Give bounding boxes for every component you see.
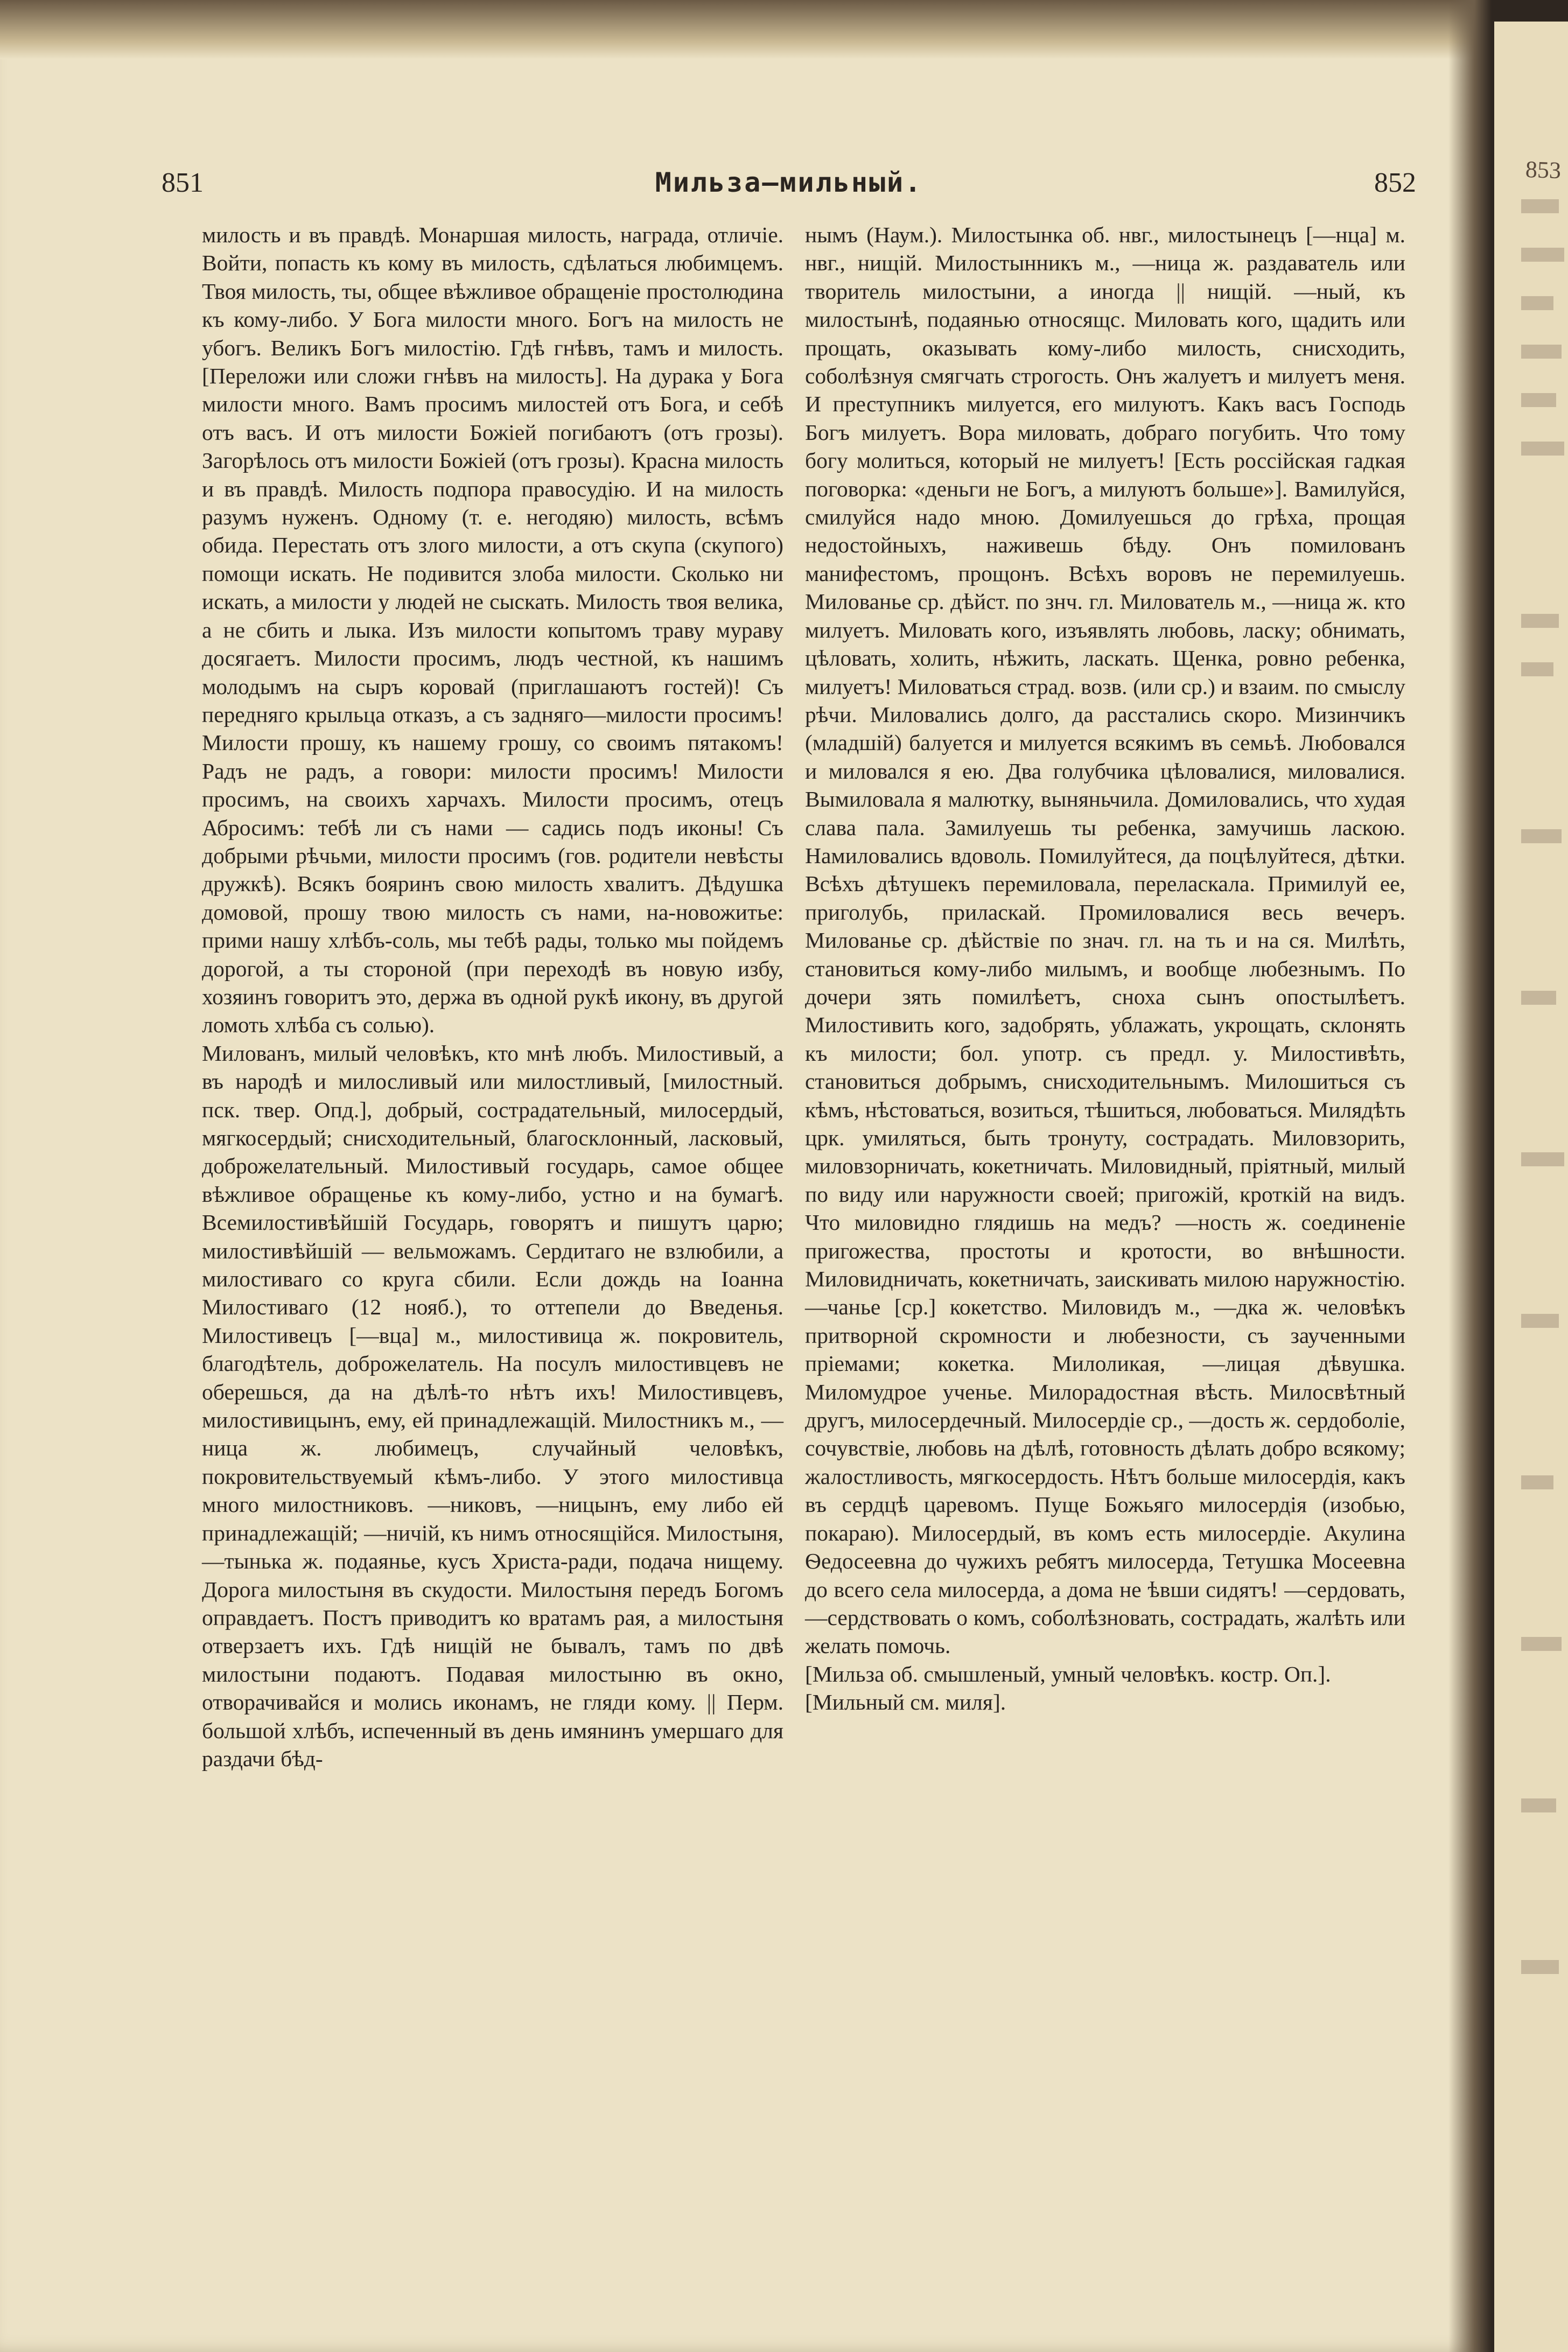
adjacent-text-fragment	[1521, 1798, 1556, 1812]
page-gutter-shadow	[1448, 0, 1492, 2352]
adjacent-text-fragment	[1521, 991, 1556, 1005]
page-top-edge	[0, 0, 1489, 59]
page-number-right: 852	[1374, 167, 1416, 198]
text-column-left	[202, 221, 783, 1773]
adjacent-text-fragment	[1521, 248, 1564, 262]
adjacent-text-fragment	[1521, 614, 1559, 628]
adjacent-text-fragment	[1521, 393, 1556, 407]
text-column-right	[805, 221, 1405, 1717]
paragraph: [Мильза об. смышленый, умный человѣкъ. костр. Оп.].	[805, 1661, 1331, 1686]
adjacent-text-fragment	[1521, 296, 1553, 310]
running-head: Мильза—мильный.	[655, 167, 923, 198]
adjacent-text-fragment	[1521, 1475, 1553, 1489]
adjacent-text-fragment	[1521, 1637, 1562, 1651]
paragraph: [Мильный см. миля].	[805, 1690, 1006, 1715]
adjacent-text-fragment	[1521, 662, 1553, 676]
adjacent-page-edge	[1494, 22, 1568, 2352]
adjacent-text-fragment	[1521, 1314, 1559, 1328]
paragraph: милость и въ правдѣ. Монаршая милость, награда, отличіе. Войти, попасть къ кому въ милость, сдѣлаться любимцемъ. Твоя милость, ты, общее вѣжливое обращеніе простолюдина къ кому-либо. У Бога милости много. Богъ на милость не убогъ. Великъ Богъ милостію. Гдѣ гнѣвъ, тамъ и милость. [Переложи или сложи гнѣвъ на милость]. На дурака у Бога милости много. Вамъ просимъ милостей отъ Бога, и себѣ отъ васъ. И отъ милости Божіей погибаютъ (отъ грозы). Загорѣлось отъ милости Божіей (отъ грозы). Красна милость и въ правдѣ. Милость подпора правосудію. И на милость разумъ нуженъ. Одному (т. е. негодяю) милость, всѣмъ обида. Перестать отъ злого милости, а отъ скупа (скупого) помощи искать. Не подивится злоба милости. Сколько ни искать, а милости у людей не сыскать. Милость твоя велика, а не сбить и лыка. Изъ милости копытомъ траву мураву досягаетъ. Милости просимъ, людъ честной, къ нашимъ молодымъ на сыръ коровай (приглашаютъ гостей)! Съ передняго крыльца отказъ, а съ задняго—милости просимъ! Милости прошу, къ нашему грошу, со своимъ пятакомъ! Радъ не радъ, а говори: милости просимъ! Милости просимъ, на своихъ харчахъ. Милости просимъ, отецъ Абросимъ: тебѣ ли съ нами — садись подъ иконы! Съ добрыми рѣчьми, милости просимъ (гов. родители невѣсты дружкѣ). Всякъ бояринъ свою милость хвалитъ. Дѣдушка домовой, прошу твою милость съ нами, на-новожитье: прими нашу хлѣбъ-соль, мы тебѣ рады, только мы пойдемъ дорогой, а ты стороной (при переходѣ въ новую избу, хозяинъ говоритъ это, держа въ одной рукѣ икону, въ другой ломоть хлѣба съ солью).	[202, 222, 783, 1038]
adjacent-page-number: 853	[1525, 156, 1562, 184]
adjacent-text-fragment	[1521, 1152, 1564, 1166]
paragraph: нымъ (Наум.). Милостынка об. нвг., милостынецъ [—нца] м. нвг., нищій. Милостынникъ м., —ница ж. раздаватель или творитель милостыни, а иногда || нищій. —ный, къ милостынѣ, подаянью относящс. Миловать кого, щадить или прощать, оказывать кому-либо милость, снисходить, соболѣзнуя смягчать строгость. Онъ жалуетъ и милуетъ меня. И преступникъ милуется, его милуютъ. Какъ васъ Господь Богъ милуетъ. Вора миловать, добраго погубить. Что тому богу молиться, который не милуетъ! [Есть россійская гадкая поговорка: «деньги не Богъ, а милуютъ больше»]. Вамилуйся, смилуйся надо мною. Домилуешься до грѣха, прощая недостойныхъ, наживешь бѣду. Онъ помилованъ манифестомъ, прощонъ. Всѣхъ воровъ не перемилуешь. Милованье ср. дѣйст. по знч. гл. Милователь м., —ница ж. кто милуетъ. Миловать кого, изъявлять любовь, ласку; обнимать, цѣловать, холить, нѣжить, ласкать. Щенка, ровно ребенка, милуетъ! Миловаться страд. возв. (или ср.) и взаим. по смыслу рѣчи. Миловались долго, да расстались скоро. Мизинчикъ (младшій) балуется и милуется всякимъ въ семьѣ. Любовался и миловался я ею. Два голубчика цѣловалися, миловалися. Вымиловала я малютку, выняньчила. Домиловались, что худая слава пала. Замилуешь ты ребенка, замучишь ласкою. Намиловались вдоволь. Помилуйтеся, да поцѣлуйтеся, дѣтки. Всѣхъ дѣтушекъ перемиловала, переласкала. Примилуй ее, приголубь, приласкай. Промиловалися весь вечеръ. Милованье ср. дѣйствіе по знач. гл. на ть и на ся. Милѣть, становиться кому-либо милымъ, и вообще любезнымъ. По дочери зять помилѣетъ, сноха сынъ опостылѣетъ. Милостивить кого, задобрять, ублажать, укрощать, склонять къ милости; бол. употр. съ предл. у. Милостивѣть, становиться добрымъ, снисходительнымъ. Милошиться съ кѣмъ, нѣстоваться, возиться, тѣшиться, любоваться. Милядѣть црк. умиляться, быть тронуту, сострадать. Миловзорить, миловзорничать, кокетничать. Миловидный, пріятный, милый по виду или наружности своей; пригожій, кроткій на видъ. Что миловидно глядишь на медъ? —ность ж. соединеніе пригожества, простоты и кротости, во внѣшности. Миловидничать, кокетничать, заискивать милою наружностію. —чанье [ср.] кокетство. Миловидъ м., —дка ж. человѣкъ притворной скромности и любезности, съ заученными пріемами; кокетка. Милоликая, —лицая дѣвушка. Миломудрое ученье. Милорадостная вѣсть. Милосвѣтный другъ, милосердечный. Милосердіе ср., —дость ж. сердоболіе, сочувствіе, любовь на дѣлѣ, готовность дѣлать добро всякому; жалостливость, мягкосердость. Нѣтъ больше милосердія, какъ въ сердцѣ царевомъ. Пуще Божьяго милосердія (изобью, покараю). Милосердый, въ комъ есть милосердіе. Акулина Ѳедосеевна до чужихъ ребятъ милосерда, Тетушка Мосеевна до всего села милосерда, а дома не ѣвши сидятъ! —сердовать, —сердствовать о комъ, соболѣзновать, сострадать, жалѣть или желать помочь.	[805, 222, 1405, 1658]
page-header	[162, 167, 1416, 210]
page-number-left: 851	[162, 167, 204, 198]
adjacent-text-fragment	[1521, 345, 1562, 359]
paragraph: Милованъ, милый человѣкъ, кто мнѣ любъ. Милостивый, а въ народѣ и милосливый или милостливый, [милостный. пск. твер. Опд.], добрый, сострадательный, милосердый, мягкосердый; снисходительный, благосклонный, ласковый, доброжелательный. Милостивый государь, самое общее вѣжливое обращенье къ кому-либо, устно и на бумагѣ. Всемилостивѣйшій Государь, говорятъ и пишутъ царю; милостивѣйшій — вельможамъ. Сердитаго не взлюбили, а милостиваго со круга сбили. Если дождь на Іоанна Милостиваго (12 нояб.), то оттепели до Введенья. Милостивецъ [—вца] м., милостивица ж. покровитель, благодѣтель, доброжелатель. На посулъ милостивцевъ не оберешься, да на дѣлѣ-то нѣтъ ихъ! Милостивцевъ, милостивицынъ, ему, ей принадлежащій. Милостникъ м., —ница ж. любимецъ, случайный человѣкъ, покровительствуемый кѣмъ-либо. У этого милостивца много милостниковъ. —никовъ, —ницынъ, ему либо ей принадлежащій; —ничій, къ нимъ относящійся. Милостыня, —тынька ж. подаянье, кусъ Христа-ради, подача нищему. Дорога милостыня въ скудости. Милостыня передъ Богомъ оправдаетъ. Постъ приводитъ ко вратамъ рая, а милостыня отверзаетъ ихъ. Гдѣ нищій не бывалъ, тамъ по двѣ милостыни подаютъ. Подавая милостыню въ окно, отворачивайся и молись иконамъ, не гляди кому. || Перм. большой хлѣбъ, испеченный въ день имянинъ умершаго для раздачи бѣд-	[202, 1040, 783, 1771]
adjacent-text-fragment	[1521, 199, 1559, 213]
adjacent-text-fragment	[1521, 829, 1562, 843]
adjacent-text-fragment	[1521, 442, 1564, 456]
adjacent-text-fragment	[1521, 1960, 1559, 1974]
